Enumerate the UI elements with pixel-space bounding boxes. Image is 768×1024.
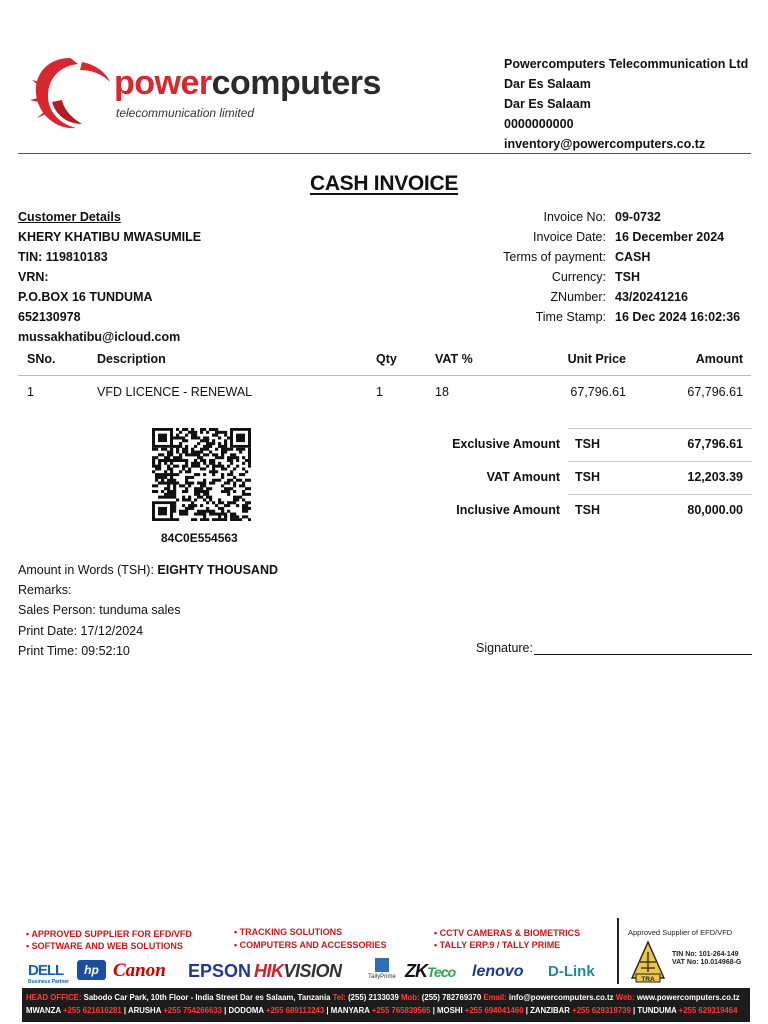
company-info	[504, 54, 748, 154]
tally-logo: TallyPrime	[364, 958, 400, 980]
col-amount: Amount	[695, 352, 743, 366]
banner-bullet: • CCTV CAMERAS & BIOMETRICS	[434, 928, 580, 938]
row-description: VFD LICENCE - RENEWAL	[97, 385, 253, 399]
meta-znumber: ZNumber: 43/20241216	[550, 290, 688, 304]
meta-currency: Currency: TSH	[551, 270, 640, 284]
meta-timestamp: Time Stamp: 16 Dec 2024 16:02:36	[535, 310, 741, 324]
banner-bullet: • COMPUTERS AND ACCESSORIES	[234, 940, 387, 950]
col-qty: Qty	[376, 352, 397, 366]
customer-vrn: VRN:	[18, 270, 49, 284]
totals-block	[440, 428, 752, 527]
customer-details	[18, 207, 201, 347]
logo-tagline: telecommunication limited	[116, 106, 255, 120]
meta-terms: Terms of payment: CASH	[503, 250, 651, 264]
signature-label: Signature:	[476, 641, 533, 655]
banner-bullet: • SOFTWARE AND WEB SOLUTIONS	[26, 941, 183, 951]
customer-name: KHERY KHATIBU MWASUMILE	[18, 230, 202, 244]
table-row	[18, 385, 751, 405]
invoice-title: CASH INVOICE	[309, 172, 459, 195]
print-date: Print Date: 17/12/2024	[18, 623, 144, 638]
customer-heading: Customer Details	[18, 210, 121, 224]
company-email: inventory@powercomputers.co.tz	[504, 137, 706, 151]
customer-phone: 652130978	[18, 310, 81, 324]
col-unit-price: Unit Price	[567, 352, 626, 366]
logo-wordmark: powercomputers	[114, 64, 381, 102]
company-phone: 0000000000	[504, 117, 574, 131]
sales-person: Sales Person: tunduma sales	[18, 603, 181, 618]
company-logo	[30, 52, 390, 137]
total-exclusive: Exclusive Amount TSH 67,796.61	[440, 428, 752, 461]
company-address-1: Dar Es Salaam	[504, 77, 591, 91]
row-amount: 67,796.61	[687, 385, 743, 399]
qr-code-image	[152, 428, 251, 521]
zkteco-logo: ZKTeco	[405, 961, 456, 981]
banner-bullet: • APPROVED SUPPLIER FOR EFD/VFD	[26, 929, 192, 939]
customer-email: mussakhatibu@icloud.com	[18, 330, 181, 344]
advert-banner	[22, 918, 750, 1022]
company-address-2: Dar Es Salaam	[504, 97, 591, 111]
items-table-header	[18, 352, 751, 376]
row-vat: 18	[435, 385, 449, 399]
col-description: Description	[97, 352, 166, 366]
banner-bullet: • TRACKING SOLUTIONS	[234, 927, 342, 937]
amount-in-words: Amount in Words (TSH): EIGHTY THOUSAND	[18, 563, 279, 577]
tin-vat-numbers: TIN No: 101-264-149 VAT No: 10.014968-G	[672, 951, 742, 966]
invoice-meta	[440, 207, 752, 327]
address-bar	[22, 988, 750, 1022]
meta-invoice-date: Invoice Date: 16 December 2024	[533, 230, 725, 244]
row-sno: 1	[27, 385, 34, 399]
head-office-line: HEAD OFFICE: Sabodo Car Park, 10th Floor - India Street Dar es Salaam, Tanzania Tel: (255) 2133039 Mob: (255) 782769370 Email: info@powercomputers.co.tz Web: www.powercomputers.co.tz	[26, 993, 740, 1002]
approved-supplier-text: Approved Supplier of EFD/VFD	[628, 928, 733, 937]
brand-logos	[22, 958, 612, 986]
company-name: Powercomputers Telecommunication Ltd	[504, 57, 749, 71]
customer-address: P.O.BOX 16 TUNDUMA	[18, 290, 153, 304]
banner-divider	[617, 918, 619, 984]
epson-logo: EPSON	[188, 961, 252, 981]
tra-seal-icon	[626, 938, 670, 984]
invoice-footer	[18, 560, 278, 661]
hp-logo: hp	[77, 960, 106, 980]
signature-line	[534, 643, 752, 655]
col-sno: SNo.	[27, 352, 56, 366]
meta-invoice-no: Invoice No: 09-0732	[543, 210, 661, 224]
customer-tin: TIN: 119810183	[18, 250, 108, 264]
dell-logo: DELL Business Partner	[28, 962, 70, 985]
lenovo-logo: lenovo	[472, 963, 524, 980]
svg-text:TRA: TRA	[641, 976, 655, 983]
print-time: Print Time: 09:52:10	[18, 643, 130, 658]
branches-line: MWANZA +255 621616281 | ARUSHA +255 754266633 | DODOMA +255 689113243 | MANYARA +255 765839565 | MOSHI +255 694041460 | ZANZIBAR +255 629319739 | TUNDUMA +255 629319464	[26, 1006, 738, 1015]
col-vat: VAT %	[435, 352, 473, 366]
dlink-logo: D-Link	[548, 963, 595, 980]
canon-logo: Canon	[113, 960, 166, 981]
row-qty: 1	[376, 385, 383, 399]
total-vat: VAT Amount TSH 12,203.39	[440, 461, 752, 494]
total-inclusive: Inclusive Amount TSH 80,000.00	[440, 494, 752, 527]
remarks: Remarks:	[18, 583, 72, 598]
row-unit-price: 67,796.61	[570, 385, 626, 399]
banner-bullet: • TALLY ERP.9 / TALLY PRIME	[434, 940, 560, 950]
hikvision-logo: HIKVISION	[254, 961, 342, 981]
logo-swoosh-icon	[30, 52, 114, 134]
header-divider	[18, 153, 751, 154]
signature-field	[476, 641, 752, 655]
